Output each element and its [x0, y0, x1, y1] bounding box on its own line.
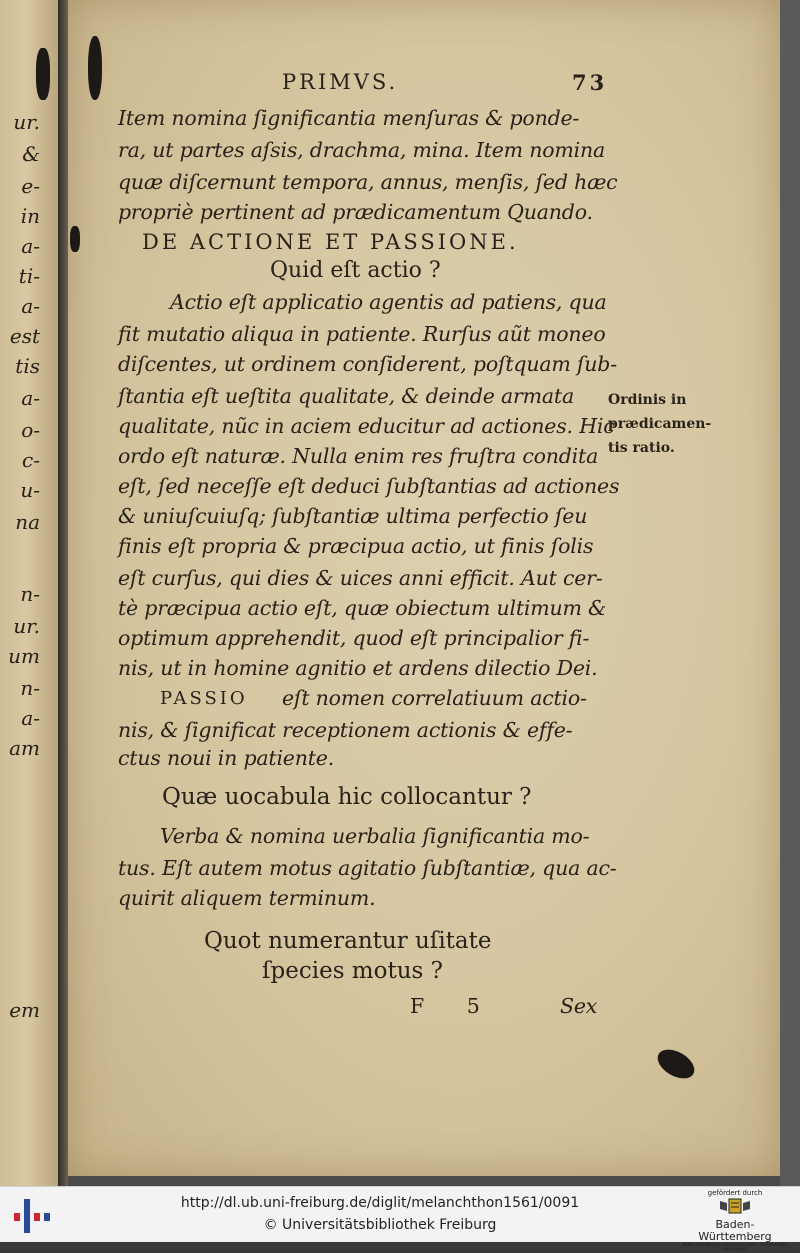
text-line: optimum apprehendit, quod eſt principalior fi- — [118, 626, 590, 650]
sponsor-logo — [680, 1189, 790, 1253]
running-header: PRIMVS. — [282, 70, 399, 94]
text-line: nis, ut in homine agnitio et ardens dilectio Dei. — [118, 656, 598, 680]
section-title: DE ACTIONE ET PASSIONE. — [142, 230, 519, 254]
marginal-note: tis ratio. — [608, 440, 675, 456]
text-line: Actio eſt applicatio agentis ad patiens, qua — [170, 290, 607, 314]
text-line: tè præcipua actio eſt, quæ obiectum ultimum & — [118, 596, 607, 620]
question-heading: Quæ uocabula hic collocantur ? — [162, 784, 532, 810]
coat-of-arms-icon — [718, 1197, 752, 1215]
left-page-text: na — [15, 510, 40, 534]
left-page-text: ti- — [18, 264, 40, 288]
catchword: Sex — [560, 994, 598, 1018]
left-page-text: am — [9, 736, 40, 760]
question-heading: Quot numerantur uſitate — [204, 928, 492, 954]
page-number: 73 — [572, 70, 608, 95]
sponsor-ministry: MINISTERIUM FÜR WISSENSCHAFT, FORSCHUNG UND KUNST — [682, 1243, 788, 1253]
text-line: diſcentes, ut ordinem conſiderent, poſtquam ſub- — [118, 352, 617, 376]
document-url[interactable]: http://dl.ub.uni-freiburg.de/diglit/melanchthon1561/0091 — [180, 1195, 580, 1211]
left-page-text: est — [9, 324, 40, 348]
text-line: eſt nomen correlatiuum actio- — [282, 686, 587, 710]
ink-stain — [36, 48, 50, 100]
text-line: quirit aliquem terminum. — [118, 886, 376, 910]
marginal-note: prædicamen- — [608, 416, 712, 432]
question-heading: ſpecies motus ? — [262, 958, 443, 984]
left-page-text: ur. — [13, 614, 40, 638]
text-line: Item nomina ſignificantia menſuras & ponde- — [118, 106, 580, 130]
text-line: ctus noui in patiente. — [118, 746, 335, 770]
left-page-text: u- — [20, 478, 40, 502]
text-line: propriè pertinent ad prædicamentum Quando. — [118, 200, 593, 224]
text-line: Verba & nomina uerbalia ſignificantia mo- — [160, 824, 590, 848]
left-page-text: a- — [21, 294, 40, 318]
left-page-text: a- — [21, 234, 40, 258]
text-line: fit mutatio aliqua in patiente. Rurſus aũt moneo — [118, 322, 606, 346]
footer-bar — [0, 1186, 800, 1253]
text-line: quæ diſcernunt tempora, annus, menſis, ſed hæc — [118, 170, 618, 194]
left-page-text: o- — [21, 418, 40, 442]
left-page-fragment — [0, 0, 58, 1186]
text-line: ordo eſt naturæ. Nulla enim res fruſtra condita — [118, 444, 599, 468]
university-library-logo — [12, 1195, 52, 1235]
left-page-text: n- — [20, 676, 40, 700]
text-line: eſt curſus, qui dies & uices anni efficit. Aut cer- — [118, 566, 603, 590]
sponsor-name: Baden-Württemberg — [698, 1218, 772, 1243]
text-line: eſt, ſed neceſſe eſt deduci ſubſtantias ad actiones — [118, 474, 620, 498]
left-page-text: tis — [15, 354, 40, 378]
signature-mark: F 5 — [410, 994, 498, 1018]
left-page-text: e- — [21, 174, 40, 198]
ink-stain — [70, 226, 80, 252]
left-page-text: c- — [22, 448, 40, 472]
page-edge — [780, 0, 800, 1186]
question-heading: Quid eſt actio ? — [270, 258, 441, 283]
left-page-text: ur. — [13, 110, 40, 134]
text-line: & uniuſcuiuſq; ſubſtantiæ ultima perfectio ſeu — [118, 504, 588, 528]
left-page-text: n- — [20, 582, 40, 606]
marginal-note: Ordinis in — [608, 392, 687, 408]
text-line: ſtantia eſt ueſtita qualitate, & deinde armata — [118, 384, 574, 408]
book-gutter — [58, 0, 68, 1186]
text-line: nis, & ſignificat receptionem actionis & effe- — [118, 718, 573, 742]
left-page-text: um — [8, 644, 40, 668]
ink-stain — [653, 1044, 700, 1085]
copyright-notice: © Universitätsbibliothek Freiburg — [263, 1217, 497, 1233]
left-page-text: em — [9, 998, 40, 1022]
left-page-text: a- — [21, 706, 40, 730]
text-line: tus. Eſt autem motus agitatio ſubſtantiæ, qua ac- — [118, 856, 617, 880]
sponsor-label: gefördert durch — [707, 1189, 763, 1197]
ink-stain — [88, 36, 102, 100]
text-line: qualitate, nũc in aciem educitur ad actiones. Hic — [118, 414, 615, 438]
text-line: finis eſt propria & præcipua actio, ut finis ſolis — [118, 534, 594, 558]
left-page-text: & — [22, 142, 40, 166]
passio-term: PASSIO — [160, 688, 248, 709]
left-page-text: in — [20, 204, 40, 228]
text-line: ra, ut partes aſsis, drachma, mina. Item nomina — [118, 138, 605, 162]
left-page-text: a- — [21, 386, 40, 410]
